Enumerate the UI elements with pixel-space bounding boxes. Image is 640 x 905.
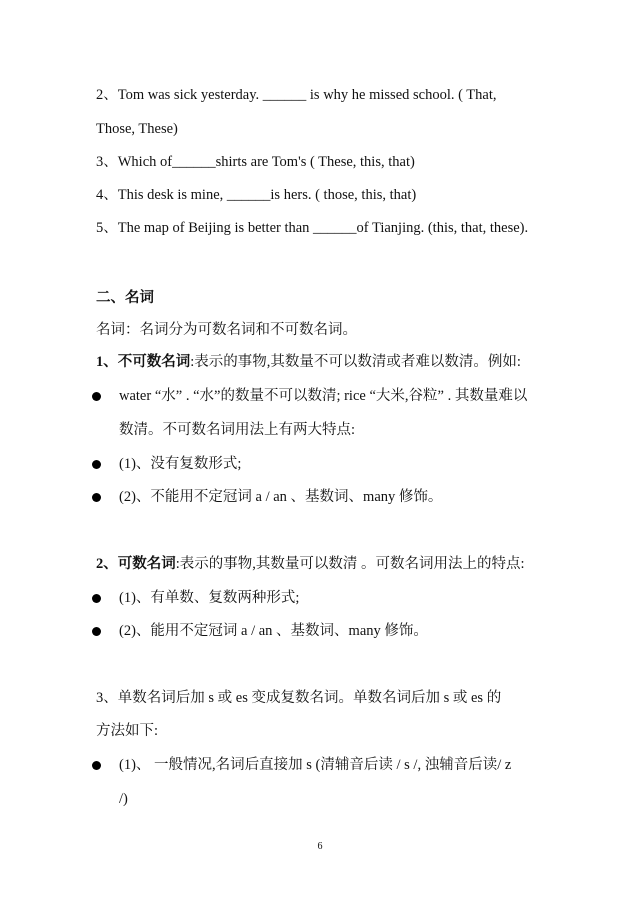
exercise-q2-line2: Those, These) [96, 121, 178, 137]
section-heading: 二、名词 [96, 290, 154, 306]
uncountable-definition [96, 353, 521, 371]
section-intro: 名词：名词分为可数名词和不可数名词。 [96, 322, 357, 338]
uncountable-definition-text: :表示的事物,其数量不可以数清或者难以数清。例如: [190, 354, 521, 370]
list-item-text: (2)、不能用不定冠词 a / an 、基数词、many 修饰。 [119, 489, 443, 505]
plural-rules-line1: 3、单数名词后加 s 或 es 变成复数名词。单数名词后加 s 或 es 的 [96, 690, 502, 706]
exercise-q5: 5、The map of Beijing is better than ______of Tianjing. (this, that, these). [96, 220, 529, 236]
bullet-icon [92, 594, 101, 603]
list-item-text: (2)、能用不定冠词 a / an 、基数词、many 修饰。 [119, 623, 428, 639]
bullet-icon [92, 460, 101, 469]
list-item-text: (1)、 一般情况,名词后直接加 s (清辅音后读 / s /, 浊辅音后读/ z [119, 757, 512, 773]
countable-term: 可数名词 [117, 556, 176, 572]
page-number: 6 [317, 841, 323, 852]
list-item-text: (1)、没有复数形式; [119, 456, 242, 472]
bullet-icon [92, 761, 101, 770]
exercise-q2-line1: 2、Tom was sick yesterday. ______ is why he missed school. ( That, [96, 87, 497, 103]
list-item-text: (1)、有单数、复数两种形式; [119, 590, 300, 606]
uncountable-number: 1、 [96, 354, 118, 370]
plural-rules-line2: 方法如下: [96, 723, 159, 739]
bullet-icon [92, 392, 101, 401]
countable-number: 2、 [96, 556, 118, 572]
list-item-continuation: 数清。不可数名词用法上有两大特点: [119, 422, 356, 438]
list-item-continuation: /) [119, 791, 128, 807]
countable-definition [96, 555, 525, 573]
uncountable-term: 不可数名词 [117, 354, 191, 370]
exercise-q4: 4、This desk is mine, ______is hers. ( those, this, that) [96, 187, 417, 203]
bullet-icon [92, 493, 101, 502]
countable-definition-text: :表示的事物,其数量可以数清 。可数名词用法上的特点: [175, 556, 525, 572]
exercise-q3: 3、Which of______shirts are Tom's ( These, this, that) [96, 154, 415, 170]
bullet-icon [92, 627, 101, 636]
list-item-text: water “水” . “水”的数量不可以数清; rice “大米,谷粒” . 其数量难以 [119, 388, 528, 404]
